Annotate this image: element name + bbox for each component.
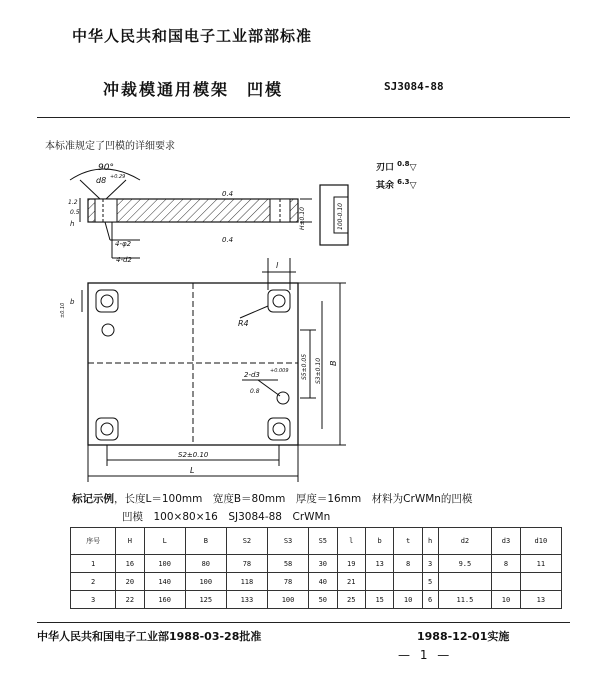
table-cell: 100: [267, 591, 308, 609]
table-cell: 10: [394, 591, 422, 609]
corner-slot: [268, 290, 290, 312]
roughness-rest-label: 其余: [376, 181, 395, 191]
table-header: l: [337, 528, 365, 555]
table-row: [71, 591, 562, 609]
roughness-check-icon: ▽: [409, 181, 417, 191]
corner-slot: [96, 418, 118, 440]
table-header-row: [71, 528, 562, 555]
table-header: L: [144, 528, 185, 555]
footer-rule: [37, 622, 570, 623]
counterbore-tol: +0.29: [110, 174, 126, 180]
table-cell: 15: [365, 591, 393, 609]
roughness-bevel-label: 刃口: [376, 163, 395, 173]
table-cell: [492, 573, 520, 591]
table-cell: 6: [422, 591, 438, 609]
table-cell: 20: [116, 573, 144, 591]
pin-hole: [102, 324, 114, 336]
angle-label: 90°: [98, 163, 114, 173]
table-cell: 40: [309, 573, 337, 591]
table-header: d3: [492, 528, 520, 555]
table-cell: 10: [492, 591, 520, 609]
table-cell: 50: [309, 591, 337, 609]
dimension-table: [70, 527, 562, 609]
example-line-1: 标记示例，长度L＝100mm 宽度B＝80mm 厚度＝16mm 材料为CrWMn的凹模: [72, 493, 473, 505]
table-cell: 1: [71, 555, 116, 573]
table-cell: 13: [520, 591, 561, 609]
s5-label: S5±0.05: [301, 353, 308, 380]
table-cell: [520, 573, 561, 591]
thickness-label: H±0.10: [299, 207, 306, 230]
table-header: S3: [267, 528, 308, 555]
roughness-bevel-value: 0.8: [397, 160, 410, 168]
table-header: 序号: [71, 528, 116, 555]
example-label: 标记示例: [72, 493, 114, 505]
scope-text: 本标准规定了凹模的详细要求: [45, 141, 175, 152]
s3-label: S3±0.10: [315, 357, 322, 384]
pin-tol: +0.009: [270, 368, 289, 374]
table-header: H: [116, 528, 144, 555]
table-cell: 80: [185, 555, 226, 573]
table-cell: 21: [337, 573, 365, 591]
table-cell: 58: [267, 555, 308, 573]
table-header: B: [185, 528, 226, 555]
counterbore-label: d8: [96, 176, 107, 185]
left-dim: 1.2: [68, 199, 78, 206]
roughness-rest-value: 6.3: [397, 178, 410, 186]
table-cell: 30: [309, 555, 337, 573]
left-dim: h: [70, 220, 75, 228]
bolt-hole: [101, 423, 113, 435]
table-cell: 11: [520, 555, 561, 573]
bolt-hole: [273, 423, 285, 435]
table-header: b: [365, 528, 393, 555]
table-cell: 160: [144, 591, 185, 609]
corner-slot: [96, 290, 118, 312]
pin-hole: [277, 392, 289, 404]
width-tol: 100-0.10: [337, 203, 344, 230]
page-number: — 1 —: [398, 648, 453, 662]
table-cell: 8: [394, 555, 422, 573]
example-line-2: [72, 508, 472, 526]
example-text-1: 长度L＝100mm 宽度B＝80mm 厚度＝16mm 材料为CrWMn的凹模: [124, 493, 473, 505]
table-cell: 11.5: [438, 591, 492, 609]
plan-view: [60, 258, 346, 482]
pin-rough: 0.8: [250, 388, 260, 395]
holes-label: 4-d2: [116, 256, 132, 264]
approval-line: 中华人民共和国电子工业部1988-03-28批准: [37, 630, 262, 643]
pin-holes-label: 2-d3: [244, 371, 260, 379]
table-row: [71, 573, 562, 591]
table-header: h: [422, 528, 438, 555]
table-cell: 19: [337, 555, 365, 573]
cone-line: [106, 180, 126, 199]
marking-example: [72, 490, 472, 526]
table-cell: 125: [185, 591, 226, 609]
table-header: t: [394, 528, 422, 555]
standard-title: 冲裁模通用模架 凹模: [103, 80, 284, 99]
table-cell: 5: [422, 573, 438, 591]
leader-line: [105, 222, 110, 240]
surface-top: 0.4: [222, 190, 234, 198]
table-cell: 3: [422, 555, 438, 573]
org-standard-heading: 中华人民共和国电子工业部部标准: [72, 27, 313, 45]
section-body: [88, 199, 298, 222]
table-cell: 16: [116, 555, 144, 573]
table-cell: 140: [144, 573, 185, 591]
table-cell: 133: [226, 591, 267, 609]
l-dim: l: [276, 261, 279, 270]
roughness-check-icon: ▽: [409, 163, 417, 173]
section-hole-left: [95, 199, 117, 222]
table-cell: 78: [226, 555, 267, 573]
table-cell: 2: [71, 573, 116, 591]
table-cell: 25: [337, 591, 365, 609]
table-header: S2: [226, 528, 267, 555]
table-cell: [365, 573, 393, 591]
section-view: [68, 163, 312, 264]
standard-code: SJ3084-88: [384, 80, 444, 93]
table-cell: 8: [492, 555, 520, 573]
table-cell: [394, 573, 422, 591]
table-row: [71, 555, 562, 573]
example-text-2: 凹模 100×80×16 SJ3084-88 CrWMn: [122, 511, 331, 523]
chamfer-label: 4-φ2: [115, 240, 132, 248]
table-header: d10: [520, 528, 561, 555]
table-cell: 9.5: [438, 555, 492, 573]
surface-bottom: 0.4: [222, 236, 234, 244]
table-cell: 3: [71, 591, 116, 609]
table-cell: 22: [116, 591, 144, 609]
table-cell: 13: [365, 555, 393, 573]
B-label: B: [329, 360, 338, 366]
side-view: [320, 185, 348, 245]
table-cell: 78: [267, 573, 308, 591]
table-cell: 100: [144, 555, 185, 573]
table-header: S5: [309, 528, 337, 555]
radius-label: R4: [238, 319, 249, 328]
L-label: L: [190, 466, 195, 475]
table-cell: 100: [185, 573, 226, 591]
s2-label: S2±0.10: [178, 451, 209, 459]
table-cell: 118: [226, 573, 267, 591]
table-header: d2: [438, 528, 492, 555]
table-cell: [438, 573, 492, 591]
implementation-date: 1988-12-01实施: [417, 630, 510, 643]
b-dim: b: [70, 298, 75, 306]
b-tol: ±0.10: [60, 302, 66, 318]
left-dim: 0.5: [70, 209, 80, 216]
corner-slot: [268, 418, 290, 440]
bolt-hole: [273, 295, 285, 307]
bolt-hole: [101, 295, 113, 307]
